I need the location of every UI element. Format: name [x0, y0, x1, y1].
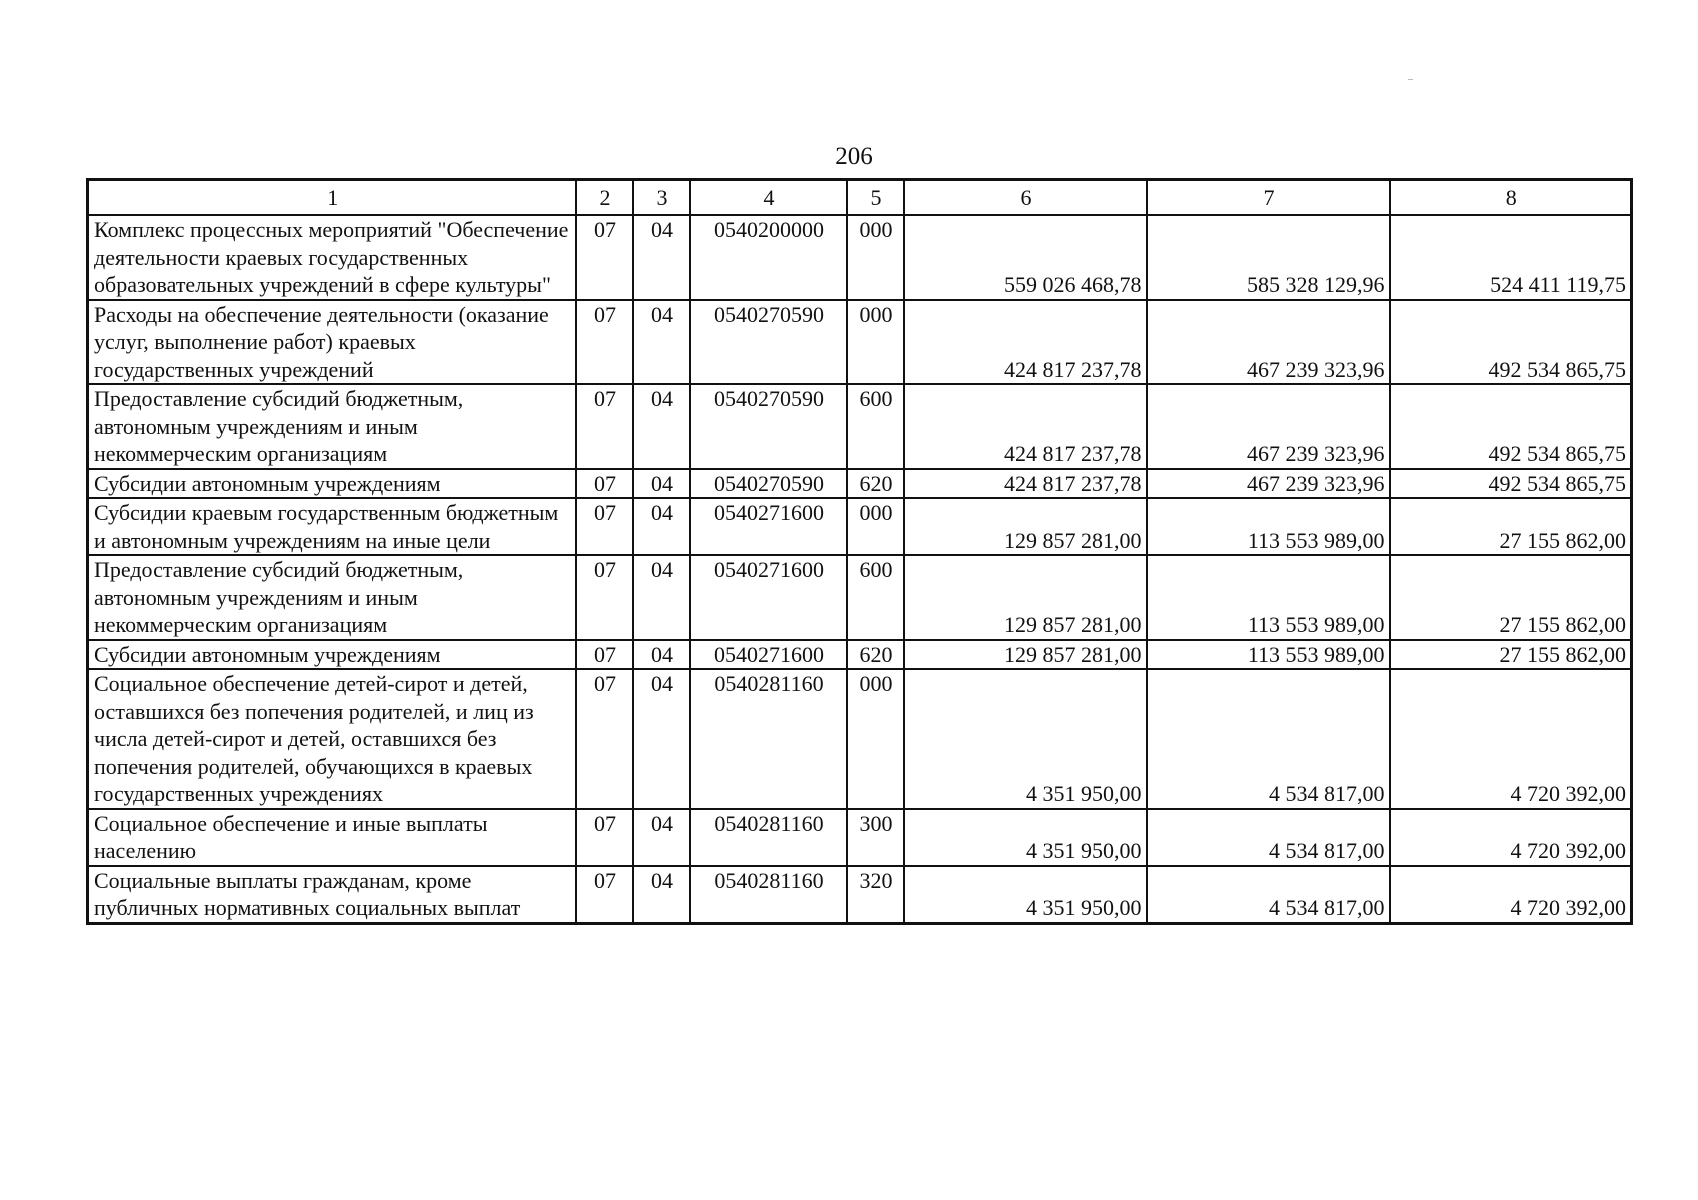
- amount-col-7: 4 534 817,00: [1147, 669, 1390, 809]
- row-name: Субсидии краевым государственным бюджетным и автономным учреждениям на иные цели: [88, 498, 576, 555]
- row-name: Расходы на обеспечение деятельности (оказание услуг, выполнение работ) краевых государственных учреждений: [88, 300, 576, 385]
- section-code: 07: [576, 555, 633, 640]
- amount-col-6: 129 857 281,00: [904, 498, 1147, 555]
- row-name: Предоставление субсидий бюджетным, автономным учреждениям и иным некоммерческим организациям: [88, 555, 576, 640]
- target-article-code: 0540271600: [690, 640, 847, 670]
- subsection-code: 04: [633, 215, 690, 300]
- table-row: [88, 555, 1632, 640]
- target-article-code: 0540281160: [690, 669, 847, 809]
- target-article-code: 0540200000: [690, 215, 847, 300]
- amount-col-7: 113 553 989,00: [1147, 555, 1390, 640]
- amount-col-8: 4 720 392,00: [1390, 809, 1632, 866]
- column-header-3: 3: [633, 180, 690, 216]
- subsection-code: 04: [633, 866, 690, 924]
- column-header-6: 6: [904, 180, 1147, 216]
- table-row: [88, 640, 1632, 670]
- section-code: 07: [576, 669, 633, 809]
- subsection-code: 04: [633, 555, 690, 640]
- amount-col-6: 129 857 281,00: [904, 640, 1147, 670]
- amount-col-7: 467 239 323,96: [1147, 300, 1390, 385]
- subsection-code: 04: [633, 809, 690, 866]
- amount-col-8: 524 411 119,75: [1390, 215, 1632, 300]
- subsection-code: 04: [633, 300, 690, 385]
- amount-col-6: 424 817 237,78: [904, 469, 1147, 499]
- row-name: Субсидии автономным учреждениям: [88, 469, 576, 499]
- table-row: [88, 469, 1632, 499]
- section-code: 07: [576, 300, 633, 385]
- row-name: Комплекс процессных мероприятий "Обеспечение деятельности краевых государственных образовательных учреждений в сфере культуры": [88, 215, 576, 300]
- amount-col-8: 27 155 862,00: [1390, 498, 1632, 555]
- amount-col-8: 492 534 865,75: [1390, 384, 1632, 469]
- section-code: 07: [576, 469, 633, 499]
- subsection-code: 04: [633, 469, 690, 499]
- section-code: 07: [576, 809, 633, 866]
- amount-col-6: 129 857 281,00: [904, 555, 1147, 640]
- expense-type-code: 620: [847, 640, 904, 670]
- amount-col-6: 4 351 950,00: [904, 866, 1147, 924]
- expense-type-code: 300: [847, 809, 904, 866]
- amount-col-7: 113 553 989,00: [1147, 498, 1390, 555]
- amount-col-7: 4 534 817,00: [1147, 809, 1390, 866]
- amount-col-6: 4 351 950,00: [904, 809, 1147, 866]
- target-article-code: 0540281160: [690, 809, 847, 866]
- target-article-code: 0540281160: [690, 866, 847, 924]
- row-name: Социальные выплаты гражданам, кроме публичных нормативных социальных выплат: [88, 866, 576, 924]
- amount-col-7: 113 553 989,00: [1147, 640, 1390, 670]
- section-code: 07: [576, 866, 633, 924]
- section-code: 07: [576, 640, 633, 670]
- table-row: [88, 300, 1632, 385]
- expense-type-code: 000: [847, 215, 904, 300]
- subsection-code: 04: [633, 498, 690, 555]
- column-header-4: 4: [690, 180, 847, 216]
- target-article-code: 0540271600: [690, 498, 847, 555]
- subsection-code: 04: [633, 384, 690, 469]
- table-row: [88, 669, 1632, 809]
- table-row: [88, 384, 1632, 469]
- table-row: [88, 866, 1632, 924]
- section-code: 07: [576, 384, 633, 469]
- target-article-code: 0540270590: [690, 469, 847, 499]
- amount-col-8: 27 155 862,00: [1390, 555, 1632, 640]
- table-row: [88, 498, 1632, 555]
- expense-type-code: 320: [847, 866, 904, 924]
- amount-col-6: 424 817 237,78: [904, 300, 1147, 385]
- amount-col-7: 467 239 323,96: [1147, 469, 1390, 499]
- header-row: [88, 180, 1632, 216]
- budget-table: [86, 178, 1633, 925]
- table-row: [88, 215, 1632, 300]
- column-header-8: 8: [1390, 180, 1632, 216]
- amount-col-7: 467 239 323,96: [1147, 384, 1390, 469]
- amount-col-6: 559 026 468,78: [904, 215, 1147, 300]
- target-article-code: 0540271600: [690, 555, 847, 640]
- subsection-code: 04: [633, 640, 690, 670]
- amount-col-8: 4 720 392,00: [1390, 669, 1632, 809]
- amount-col-7: 585 328 129,96: [1147, 215, 1390, 300]
- amount-col-6: 4 351 950,00: [904, 669, 1147, 809]
- expense-type-code: 620: [847, 469, 904, 499]
- page-number: 206: [835, 143, 873, 170]
- expense-type-code: 000: [847, 669, 904, 809]
- amount-col-8: 4 720 392,00: [1390, 866, 1632, 924]
- column-header-1: 1: [88, 180, 576, 216]
- amount-col-8: 27 155 862,00: [1390, 640, 1632, 670]
- amount-col-7: 4 534 817,00: [1147, 866, 1390, 924]
- amount-col-8: 492 534 865,75: [1390, 469, 1632, 499]
- section-code: 07: [576, 498, 633, 555]
- target-article-code: 0540270590: [690, 384, 847, 469]
- scan-speck: [1408, 79, 1413, 80]
- column-header-7: 7: [1147, 180, 1390, 216]
- subsection-code: 04: [633, 669, 690, 809]
- column-header-5: 5: [847, 180, 904, 216]
- row-name: Предоставление субсидий бюджетным, автономным учреждениям и иным некоммерческим организациям: [88, 384, 576, 469]
- row-name: Социальное обеспечение и иные выплаты населению: [88, 809, 576, 866]
- expense-type-code: 600: [847, 384, 904, 469]
- target-article-code: 0540270590: [690, 300, 847, 385]
- expense-type-code: 000: [847, 498, 904, 555]
- amount-col-6: 424 817 237,78: [904, 384, 1147, 469]
- table-row: [88, 809, 1632, 866]
- amount-col-8: 492 534 865,75: [1390, 300, 1632, 385]
- column-header-2: 2: [576, 180, 633, 216]
- expense-type-code: 000: [847, 300, 904, 385]
- section-code: 07: [576, 215, 633, 300]
- row-name: Социальное обеспечение детей-сирот и детей, оставшихся без попечения родителей, и лиц из числа детей-сирот и детей, оставшихся без попечения родителей, обучающихся в краевых государственных учреждениях: [88, 669, 576, 809]
- row-name: Субсидии автономным учреждениям: [88, 640, 576, 670]
- expense-type-code: 600: [847, 555, 904, 640]
